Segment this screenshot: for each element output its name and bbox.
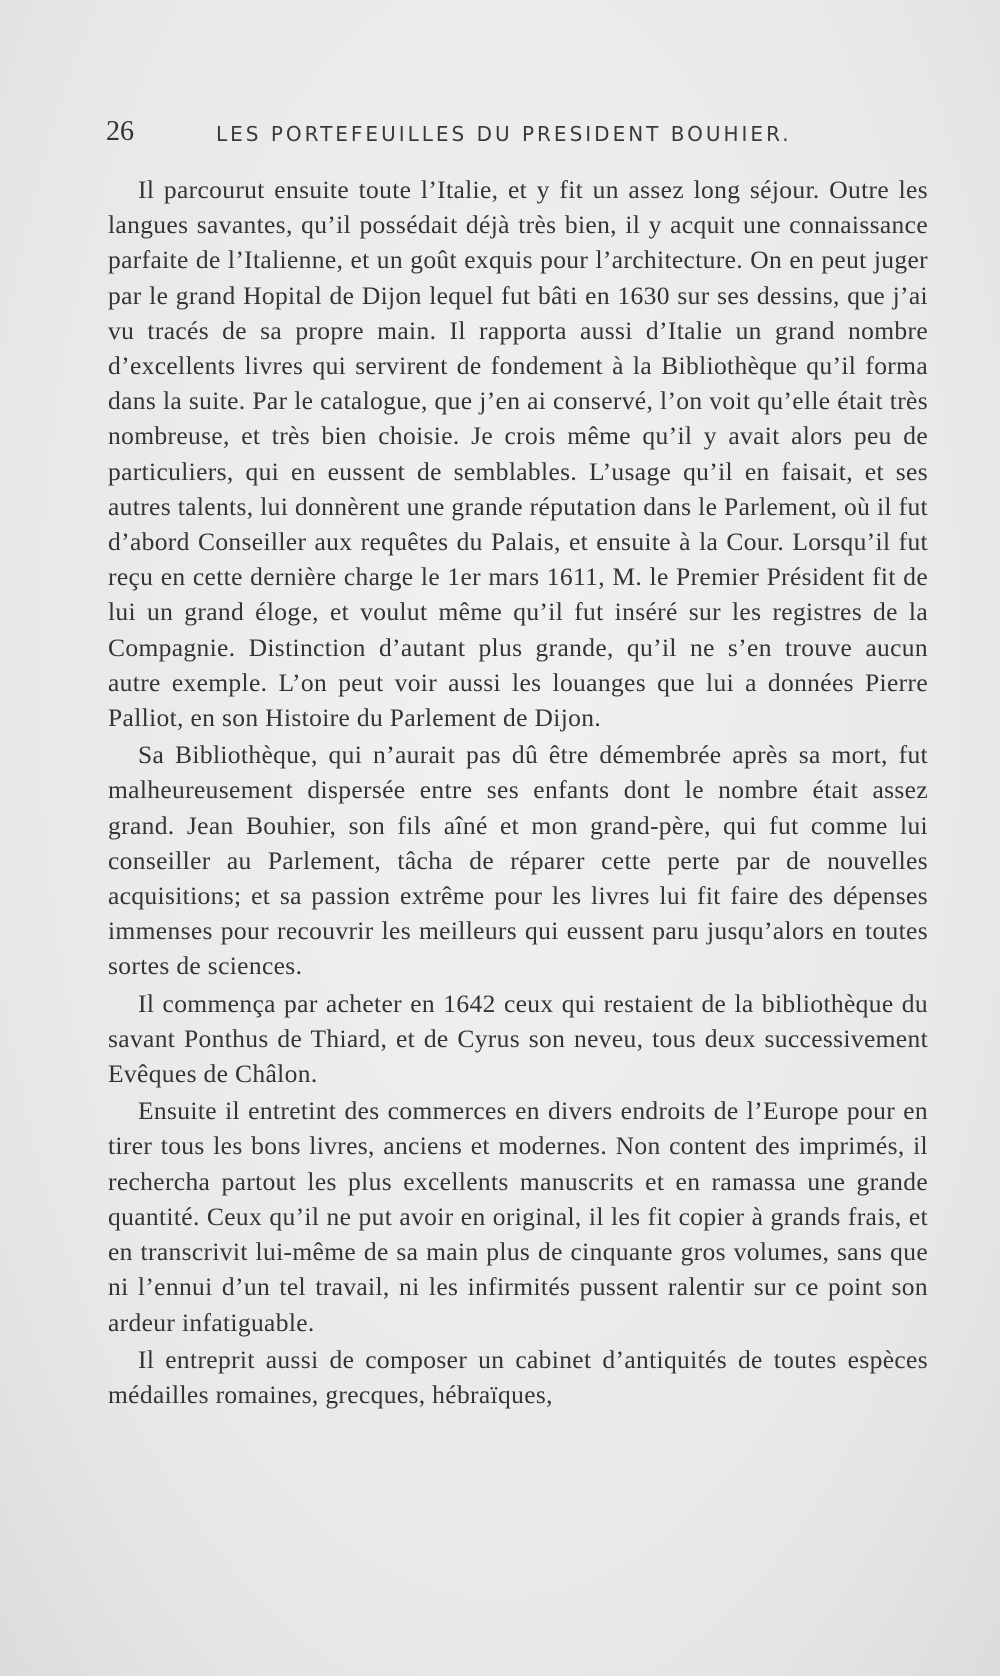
running-title: LES PORTEFEUILLES DU PRESIDENT BOUHIER. bbox=[216, 122, 792, 146]
paragraph: Il commença par acheter en 1642 ceux qui restaient de la bibliothèque du savant Ponthus de Thiard, et de Cyrus son neveu, tous deux successivement Evêques de Châlon. bbox=[108, 988, 928, 1089]
paragraph: Il parcourut ensuite toute l’Italie, et y fit un assez long séjour. Outre les langues savantes, qu’il possédait déjà très bien, il y acquit une connaissance parfaite de l’Italienne, et un goût exquis pour l’architecture. On en peut juger par le grand Hopital de Dijon lequel fut bâti en 1630 sur ses dessins, que j’ai vu tracés de sa propre main. Il rapporta aussi d’Italie un grand nombre d’excellents livres qui servirent de fondement à la Bibliothèque qu’il forma dans la suite. Par le catalogue, que j’en ai conservé, l’on voit qu’elle était très nombreuse, et très bien choisie. Je crois même qu’il y avait alors peu de particuliers, qui en eussent de semblables. L’usage qu’il en faisait, et ses autres talents, lui donnèrent une grande réputation dans le Parlement, où il fut d’abord Conseiller aux requêtes du Palais, et ensuite à la Cour. Lorsqu’il fut reçu en cette dernière charge le 1er mars 1611, M. le Premier Président fit de lui un grand éloge, et voulut même qu’il fut inséré sur les registres de la Compagnie. Distinction d’autant plus grande, qu’il ne s’en trouve aucun autre exemple. L’on peut voir aussi les louanges que lui a données Pierre Palliot, en son Histoire du Parlement de Dijon. bbox=[108, 175, 928, 733]
paragraph: Il entreprit aussi de composer un cabinet d’antiquités de toutes espèces médailles romaines, grecques, hébraïques, bbox=[108, 1344, 928, 1409]
paragraph: Ensuite il entretint des commerces en divers endroits de l’Europe pour en tirer tous les bons livres, anciens et modernes. Non content des imprimés, il rechercha partout les plus excellents manuscrits et en ramassa une grande quantité. Ceux qu’il ne put avoir en original, il les fit copier à grands frais, et en transcrivit lui-même de sa main plus de cinquante gros volumes, sans que ni l’ennui d’un tel travail, ni les infirmités pussent ralentir sur ce point son ardeur infatiguable. bbox=[108, 1096, 928, 1337]
paragraph: Sa Bibliothèque, qui n’aurait pas dû être démembrée après sa mort, fut malheureusement dispersée entre ses enfants dont le nombre était assez grand. Jean Bouhier, son fils aîné et mon grand-père, qui fut comme lui conseiller au Parlement, tâcha de réparer cette perte par de nouvelles acquisitions; et sa passion extrême pour les livres lui fit faire des dépenses immenses pour recouvrir les meilleurs qui eussent paru jusqu’alors en toutes sortes de sciences. bbox=[108, 740, 928, 981]
page-number: 26 bbox=[106, 116, 134, 147]
body-text bbox=[108, 172, 928, 1412]
page-header bbox=[106, 116, 926, 156]
